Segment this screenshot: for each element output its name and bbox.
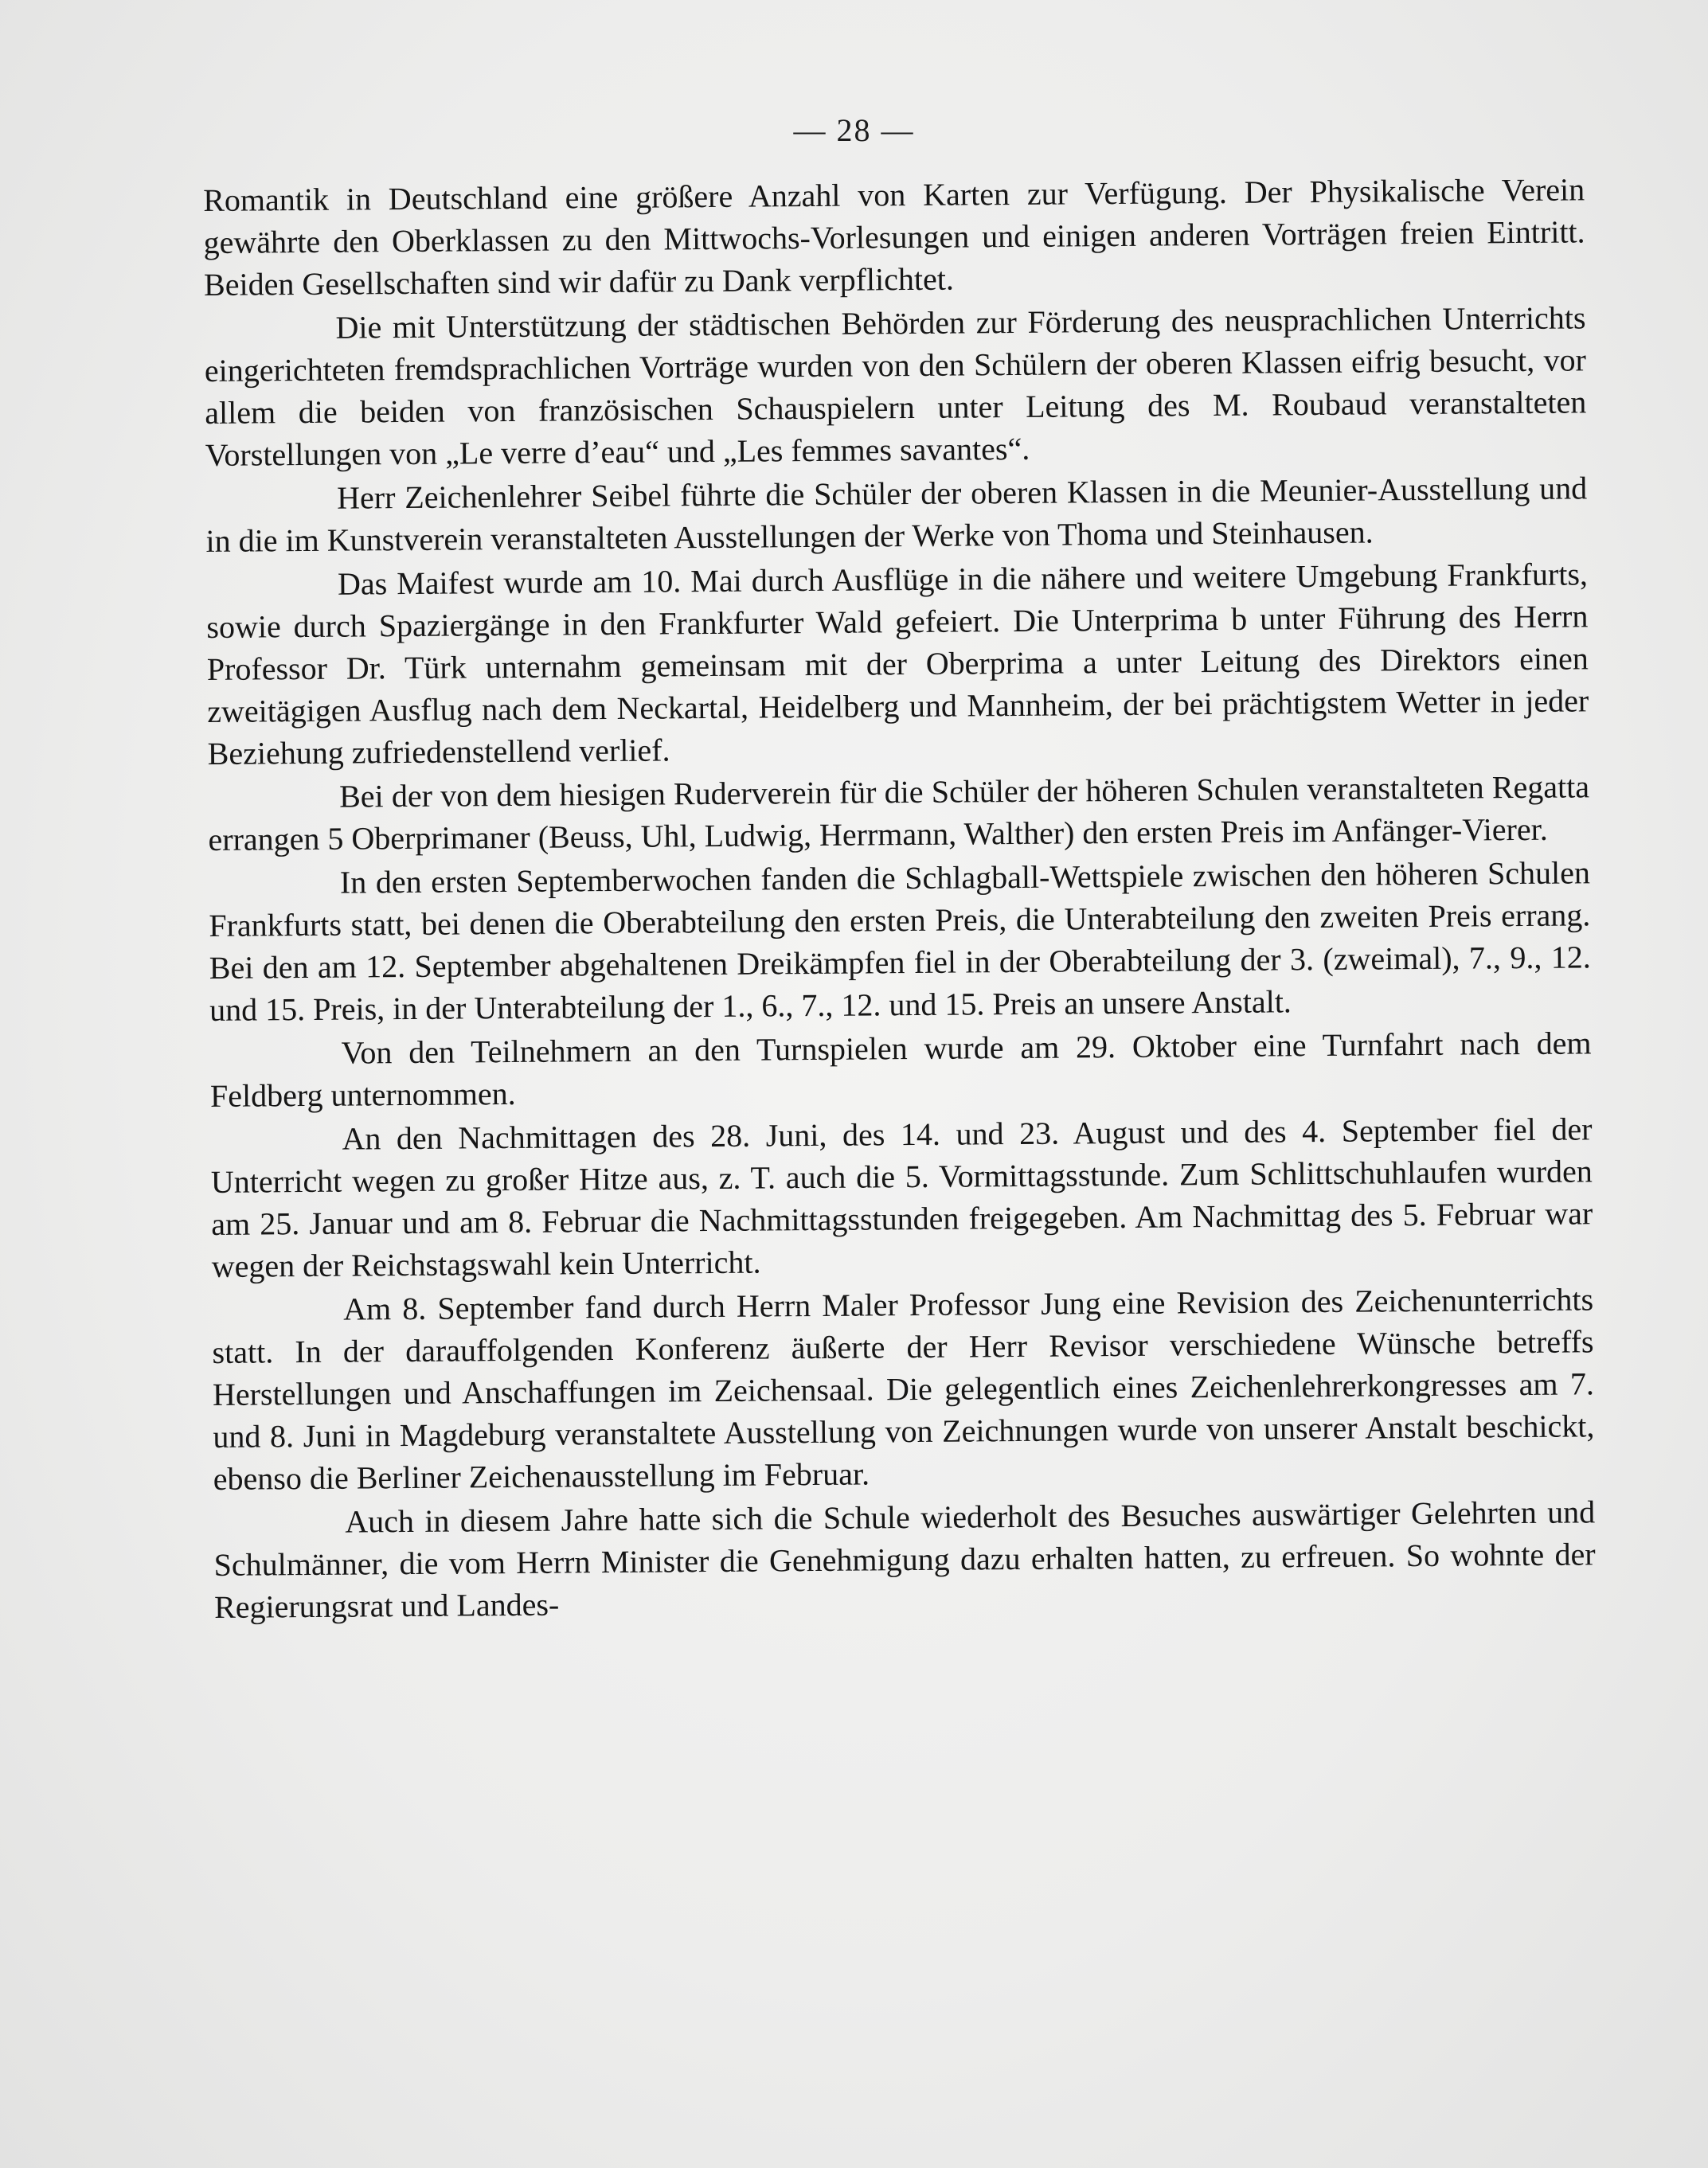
body-text: [203, 168, 1596, 1628]
paragraph-8: An den Nachmittagen des 28. Juni, des 14. und 23. August und des 4. September fiel der Unterricht wegen zu großer Hitze aus, z. T. auch die 5. Vormittagsstunde. Zum Schlittschuhlaufen wurden am 25. Januar und am 8. Februar die Nachmittagsstunden freigegeben. Am Nachmittag des 5. Februar war wegen der Reichstagswahl kein Unterricht.: [210, 1111, 1593, 1284]
paragraph-4: Das Maifest wurde am 10. Mai durch Ausflüge in die nähere und weitere Umgebung Frankfurts, sowie durch Spaziergänge in den Frankfurter Wald gefeiert. Die Unterprima b unter Führung des Herrn Professor Dr. Türk unternahm gemeinsam mit der Oberprima a unter Leitung des Direktors einen zweitägigen Ausflug nach dem Neckartal, Heidelberg und Mannheim, der bei prächtigstem Wetter in jeder Beziehung zufriedenstellend verlief.: [206, 556, 1589, 771]
paragraph-10: Auch in diesem Jahre hatte sich die Schule wiederholt des Besuches auswärtiger Gelehrten und Schulmänner, die vom Herrn Minister die Genehmigung dazu erhalten hatten, zu erfreuen. So wohnte der Regierungsrat und Landes-: [213, 1494, 1596, 1625]
paragraph-7: Von den Teilnehmern an den Turnspielen wurde am 29. Oktober eine Turnfahrt nach dem Feldberg unternommen.: [209, 1025, 1592, 1114]
paragraph-5: Bei der von dem hiesigen Ruderverein für die Schüler der höheren Schulen veranstalteten Regatta errangen 5 Oberprimaner (Beuss, Uhl, Ludwig, Herrmann, Walther) den ersten Preis im Anfänger-Vierer.: [208, 768, 1590, 857]
paragraph-9: Am 8. September fand durch Herrn Maler Professor Jung eine Revision des Zeichenunterrichts statt. In der darauffolgenden Konferenz äußerte der Herr Revisor verschiedene Wünsche betreffs Herstellungen und Anschaffungen im Zeichensaal. Die gelegentlich eines Zeichenlehrerkongresses am 7. und 8. Juni in Magdeburg veranstaltete Ausstellung von Zeichnungen wurde von unserer Anstalt beschickt, ebenso die Berliner Zeichenausstellung im Februar.: [212, 1281, 1595, 1497]
paragraph-2: Die mit Unterstützung der städtischen Behörden zur Förderung des neusprachlichen Unterrichts eingerichteten fremdsprachlichen Vorträge wurden von den Schülern der oberen Klassen eifrig besucht, vor allem die beiden von französischen Schauspielern unter Leitung des M. Roubaud veranstalteten Vorstellungen von „Le verre d’eau“ und „Les femmes savantes“.: [204, 299, 1587, 473]
paragraph-6: In den ersten Septemberwochen fanden die Schlagball-Wettspiele zwischen den höheren Schulen Frankfurts statt, bei denen die Oberabteilung den ersten Preis, die Unterabteilung den zweiten Preis errang. Bei den am 12. September abgehaltenen Dreikämpfen fiel in der Oberabteilung der 3. (zweimal), 7., 9., 12. und 15. Preis, in der Unterabteilung der 1., 6., 7., 12. und 15. Preis an unsere Anstalt.: [209, 854, 1591, 1028]
paragraph-3: Herr Zeichenlehrer Seibel führte die Schüler der oberen Klassen in die Meunier-Ausstellung und in die im Kunstverein veranstalteten Ausstellungen der Werke von Thoma und Steinhausen.: [205, 470, 1588, 559]
page-number: — 28 —: [793, 112, 915, 148]
paragraph-1: Romantik in Deutschland eine größere Anzahl von Karten zur Verfügung. Der Physikalische Verein gewährte den Oberklassen zu den Mittwochs-Vorlesungen und einigen anderen Vorträgen freien Eintritt. Beiden Gesellschaften sind wir dafür zu Dank verpflichtet.: [203, 171, 1585, 303]
